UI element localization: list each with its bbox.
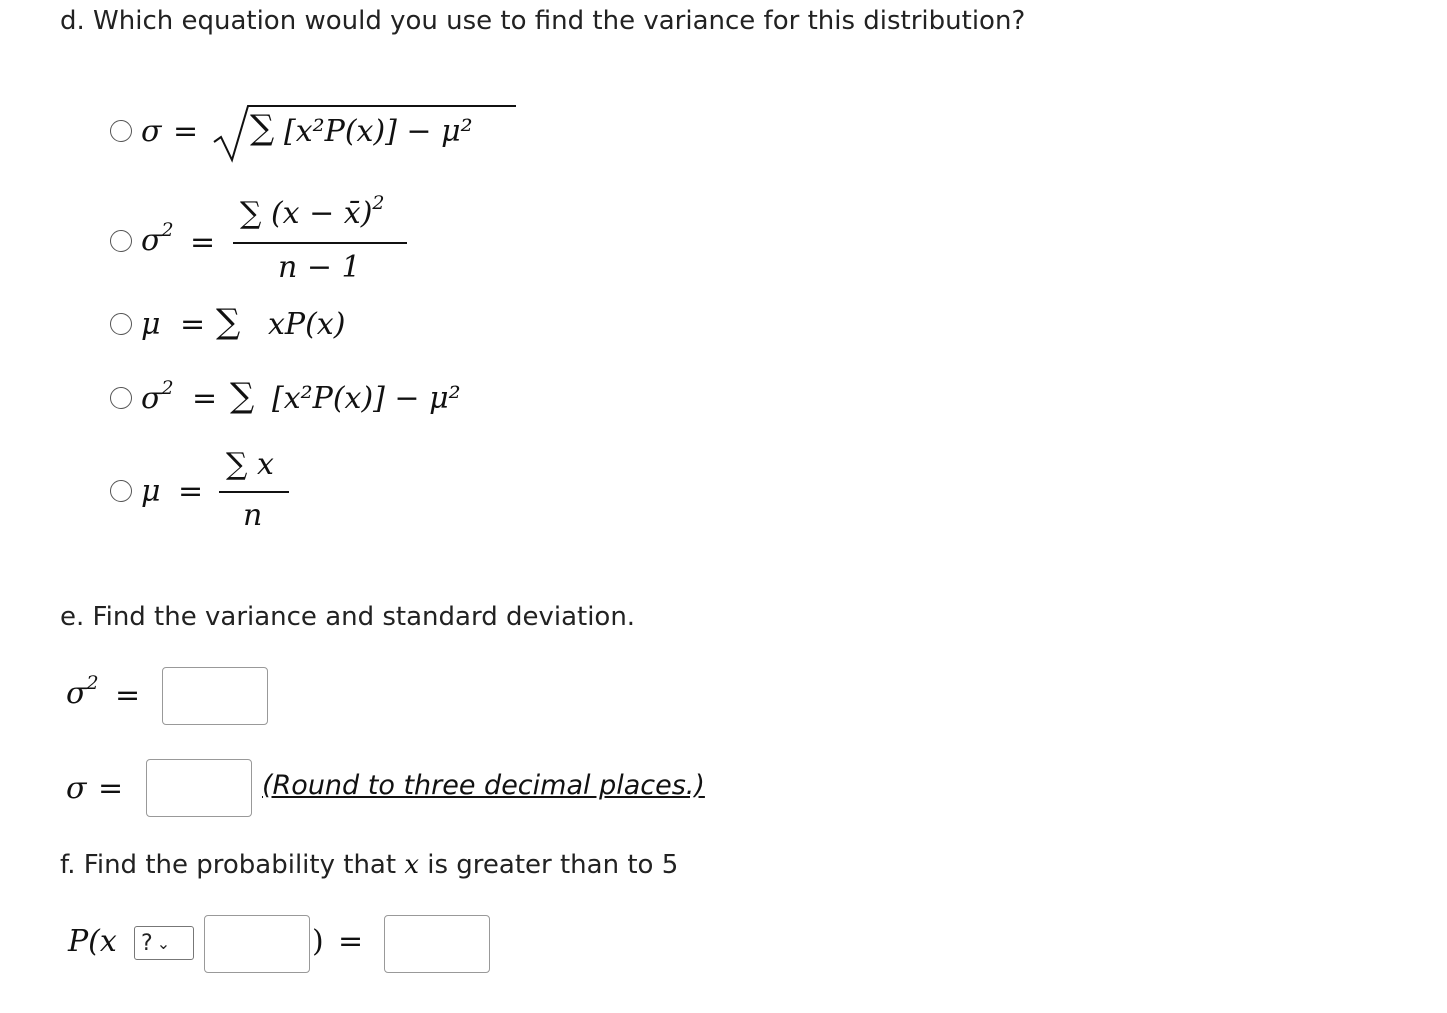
option-1-body: [x²P(x)] − μ² [284,114,473,149]
option-4-body: [x²P(x)] − μ² [272,381,461,416]
chevron-down-icon: ⌄ [156,933,171,953]
option-3-body: xP(x) [268,307,346,342]
option-1-sigma: ∑ [250,108,275,148]
option-1-lhs: σ [141,114,162,149]
option-4-lhs: $\sigma^2$ [141,377,174,416]
option-2-equals: = [190,225,216,260]
option-2-denominator: n − 1 [278,250,361,285]
option-3-lhs: μ [141,307,161,342]
option-2-fraction-bar [233,242,407,244]
option-4-radio[interactable] [110,387,132,409]
option-3-sigma: ∑ [216,302,241,342]
option-1-radio[interactable] [110,120,132,142]
option-5-radio[interactable] [110,480,132,502]
option-2-lhs: $\sigma^2$ [141,219,174,258]
round-hint: (Round to three decimal places.) [262,770,705,801]
probability-close: ) [312,924,324,959]
question-d-label: d. Which equation would you use to find the variance for this distribution? [60,6,1026,36]
variance-lhs: $\sigma^2$ [66,672,99,711]
option-2-radio[interactable] [110,230,132,252]
question-f-label: f. Find the probability that x is greater than to 5 [60,850,679,880]
sd-lhs: σ [66,771,87,806]
option-1-equals: = [173,114,199,149]
question-e-label: e. Find the variance and standard deviation. [60,602,636,632]
sd-equals: = [98,771,124,806]
option-5-numerator: ∑ x [226,447,274,482]
option-2-numerator: ∑ (x − x̄)$^2$ [240,192,385,231]
variance-input[interactable] [162,667,268,725]
sd-input[interactable] [146,759,252,817]
option-5-fraction-bar [219,491,289,493]
probability-open: P(x [68,924,117,959]
probability-equals: = [338,924,364,959]
variance-equals: = [115,678,141,713]
comparator-value: ? [141,930,153,956]
comparator-select[interactable] [134,926,194,960]
option-5-equals: = [178,474,204,509]
option-4-sigma: ∑ [230,376,255,416]
probability-answer-input[interactable] [384,915,490,973]
option-5-denominator: n [243,498,263,533]
option-3-radio[interactable] [110,313,132,335]
question-f-variable: x [404,850,419,880]
option-4-equals: = [192,381,218,416]
option-5-lhs: μ [141,474,161,509]
option-3-equals: = [180,307,206,342]
bound-input[interactable] [204,915,310,973]
